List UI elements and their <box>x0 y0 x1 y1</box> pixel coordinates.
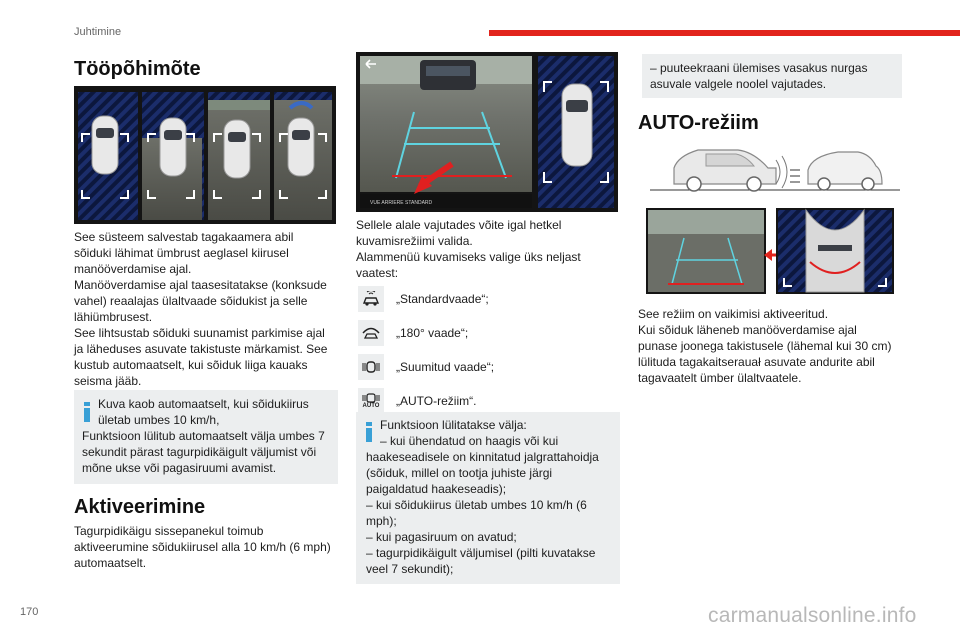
180-view-icon <box>358 320 384 346</box>
principle-line: vahel) reaalajas ülaltvaade sõidukist ja selle <box>74 294 308 308</box>
header-accent-bar <box>489 30 960 36</box>
camera-view-thumbnail <box>646 208 766 294</box>
auto-icon-text: AUTO <box>362 402 380 409</box>
watermark: carmanualsonline.info <box>708 604 917 627</box>
note-text <box>98 396 334 428</box>
top-view-thumbnail-graphic <box>776 208 894 294</box>
principle-line: manööverdamise ajal. <box>74 262 192 276</box>
activation-line: aktiveerumine sõidukiirusel alla 10 km/h (6 mph) <box>74 540 331 554</box>
auto-mode-line: tagavaatelt ümber ülaltvaatele. <box>638 371 802 385</box>
section-label: Juhtimine <box>74 26 122 38</box>
info-icon <box>366 422 372 442</box>
note-line: – kui sõidukiirus ületab umbes 10 km/h (6 <box>366 498 587 512</box>
note-line: sekundit pärast tagurpidikäigult väljumist või <box>82 445 317 459</box>
auto-mode-line: Kui sõiduk läheneb manööverdamise ajal <box>638 323 857 337</box>
principle-line: kustub automaatselt, kui sõiduk liiga kauaks <box>74 358 308 372</box>
top-view-illustration <box>74 86 336 224</box>
auto-mode-icon <box>358 388 384 414</box>
view-mode-list <box>356 282 620 418</box>
note-text-cont <box>82 428 334 476</box>
info-note-deactivation <box>356 412 620 584</box>
top-view-illustration-graphic <box>74 86 336 224</box>
info-icon <box>84 402 90 422</box>
principle-line: seisma jääb. <box>74 374 142 388</box>
section-title-auto-mode: AUTO-režiim <box>638 112 759 134</box>
note-line: mph); <box>366 514 397 528</box>
instruction-text <box>650 60 900 92</box>
view-mode-standard[interactable] <box>356 282 620 316</box>
mode-select-line: kuvamisrežiimi valida. <box>356 234 473 248</box>
principle-line: See süsteem salvestab tagakaamera abil <box>74 230 294 244</box>
activation-line: Tagurpidikäigu sissepanekul toimub <box>74 524 264 538</box>
note-line: Funktsioon lülitatakse välja: <box>380 418 527 432</box>
mode-select-line: Sellele alale vajutades võite igal hetkel <box>356 218 562 232</box>
page-number: 170 <box>20 606 39 618</box>
note-line: veel 7 sekundit); <box>366 562 454 576</box>
section-title-principle: Tööpõhimõte <box>74 58 201 80</box>
note-line: Kuva kaob automaatselt, kui sõidukiirus <box>98 397 309 411</box>
auto-mode-line: See režiim on vaikimisi aktiveeritud. <box>638 307 829 321</box>
activation-line: automaatselt. <box>74 556 147 570</box>
back-arrow-instruction <box>642 54 902 98</box>
rear-camera-screen <box>356 52 618 212</box>
info-note-display <box>74 390 338 484</box>
principle-line: lähiümbrusest. <box>74 310 153 324</box>
auto-mode-line: lülituda tagakaitserauał asuvate andurite abil <box>638 355 875 369</box>
view-mode-zoom[interactable] <box>356 350 620 384</box>
note-line: Funktsioon lülitub automaatselt välja umbes 7 <box>82 429 325 443</box>
note-line: – kui pagasiruum on avatud; <box>366 530 517 544</box>
zoom-view-icon <box>358 354 384 380</box>
screen-caption: VUE ARRIERE STANDARD <box>370 200 433 206</box>
mode-label: „Standardvaade“; <box>396 292 489 306</box>
note-line: – kui ühendatud on haagis või kui <box>380 434 559 448</box>
section-title-activation: Aktiveerimine <box>74 496 206 518</box>
approach-illustration <box>650 144 900 194</box>
note-text-cont <box>366 449 616 577</box>
principle-line: ja läheduses asuvate takistuste märkamist. See <box>74 342 328 356</box>
mode-select-line: vaatest: <box>356 266 399 280</box>
activation-text <box>74 523 344 571</box>
principle-line: sõiduki lähimat ümbrust aeglasel kiirusel <box>74 246 289 260</box>
note-line: (sõiduk, millel on tootja juhiste järgi <box>366 466 553 480</box>
note-line: ületab umbes 10 km/h, <box>98 413 220 427</box>
note-line: – tagurpidikäigult väljumisel (pilti kuvatakse <box>366 546 596 560</box>
auto-mode-line: punase joonega takistusele (lähemal kui 30 cm) <box>638 339 892 353</box>
instruction-line: asuvale valgele noolel vajutades. <box>650 77 827 91</box>
camera-view-thumbnail-graphic <box>646 208 766 294</box>
principle-line: Manööverdamise ajal taasesitatakse (konksude <box>74 278 327 292</box>
standard-view-icon <box>358 286 384 312</box>
principle-text <box>74 229 344 389</box>
principle-line: See lihtsustab sõiduki suunamist parkimise ajal <box>74 326 325 340</box>
top-view-thumbnail <box>776 208 894 294</box>
note-line: paigaldatud haakeseadis); <box>366 482 507 496</box>
mode-select-text <box>356 217 620 281</box>
note-text <box>380 417 616 449</box>
note-line: mõne ukse või pagasiruumi avamist. <box>82 461 277 475</box>
mode-select-line: Alammenüü kuvamiseks valige üks neljast <box>356 250 581 264</box>
approach-illustration-graphic <box>650 144 900 194</box>
rear-camera-screen-graphic <box>356 52 618 212</box>
auto-mode-text <box>638 306 908 386</box>
mode-label: „180° vaade“; <box>396 326 469 340</box>
note-line: haakeseadisele on kinnitatud jalgrattahoidja <box>366 450 599 464</box>
mode-label: „Suumitud vaade“; <box>396 360 495 374</box>
instruction-line: – puuteekraani ülemises vasakus nurgas <box>650 61 868 75</box>
mode-label: „AUTO-režiim“. <box>396 394 477 408</box>
view-mode-180[interactable] <box>356 316 620 350</box>
